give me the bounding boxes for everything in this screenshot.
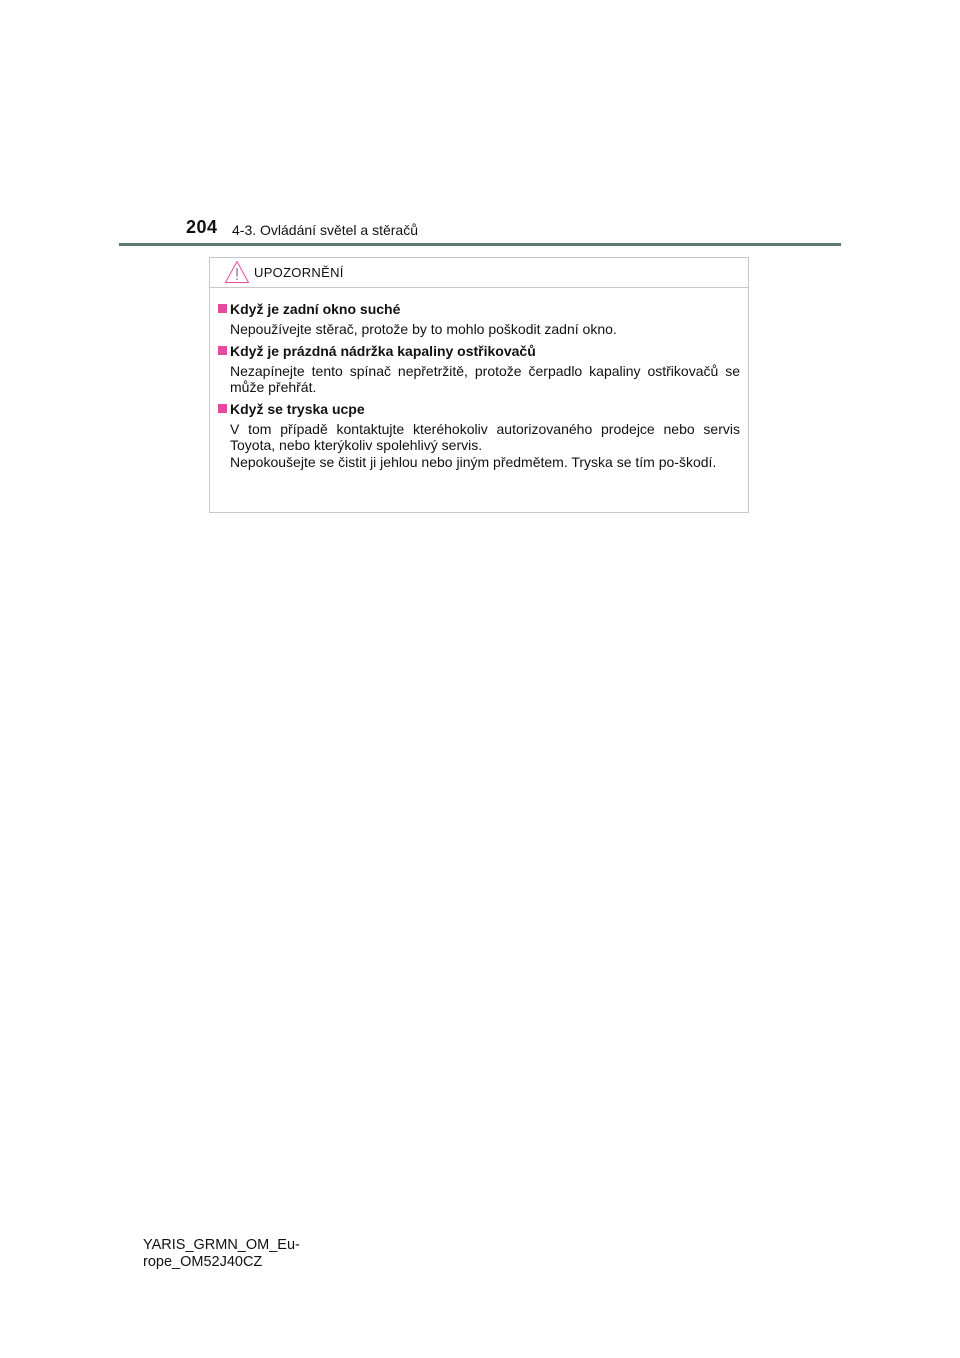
caution-item <box>218 342 740 396</box>
section-title: 4-3. Ovládání světel a stěračů <box>232 222 418 238</box>
caution-box <box>209 257 749 513</box>
item-heading: Když se tryska ucpe <box>230 400 365 417</box>
item-text: Nezapínejte tento spínač nepřetržitě, protože čerpadlo kapaliny ostřikovačů se může přehřát. <box>230 362 740 395</box>
item-text: V tom případě kontaktujte kteréhokoliv autorizovaného prodejce nebo servis Toyota, nebo kterýkoliv spolehlivý servis. <box>230 420 740 453</box>
caution-item <box>218 300 740 338</box>
caution-body <box>218 300 740 474</box>
warning-triangle-icon <box>224 260 250 284</box>
item-text: Nepokoušejte se čistit ji jehlou nebo jiným předmětem. Tryska se tím po-škodí. <box>230 453 717 470</box>
item-text: Nepoužívejte stěrač, protože by to mohlo poškodit zadní okno. <box>230 321 617 337</box>
caution-item <box>218 400 740 471</box>
square-bullet-icon <box>218 346 227 355</box>
item-heading: Když je zadní okno suché <box>230 301 401 317</box>
header-divider <box>119 243 841 246</box>
page-number: 204 <box>186 217 218 237</box>
document-code: YARIS_GRMN_OM_Eu- rope_OM52J40CZ <box>143 1237 300 1270</box>
item-heading: Když je prázdná nádržka kapaliny ostřikovačů <box>230 342 536 359</box>
caution-title: UPOZORNĚNÍ <box>254 265 344 280</box>
square-bullet-icon <box>218 404 227 413</box>
caution-header <box>210 258 748 288</box>
square-bullet-icon <box>218 304 227 313</box>
